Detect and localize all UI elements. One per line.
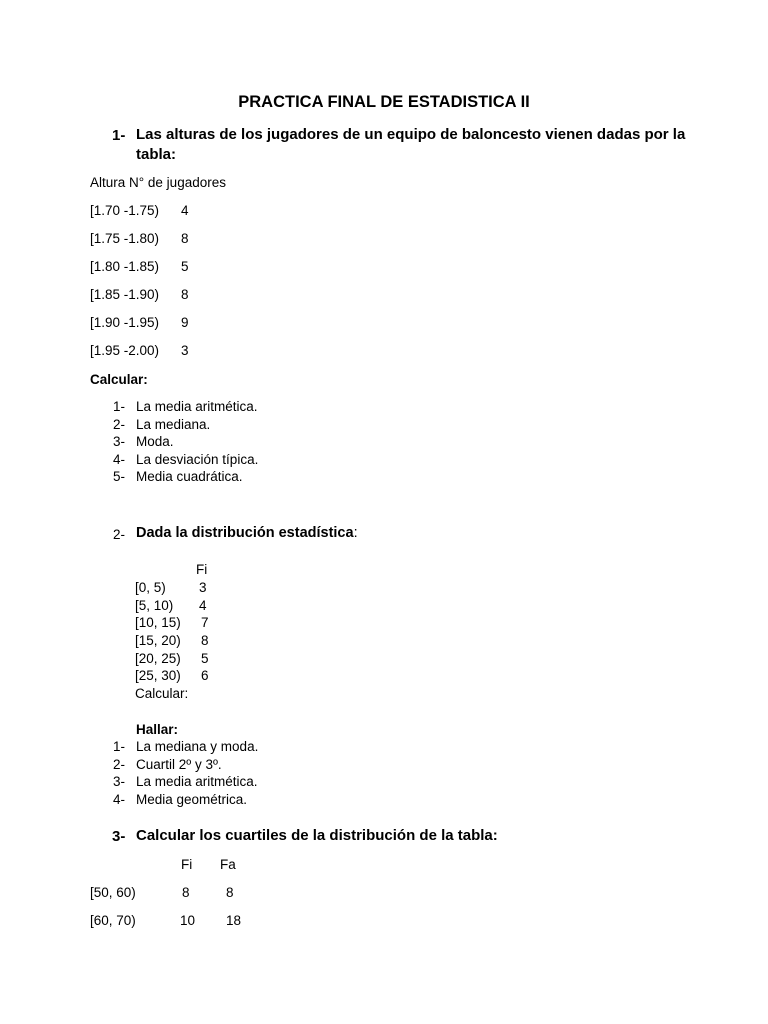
row-fa: 8 [226, 885, 234, 900]
list-item [113, 399, 258, 414]
list-item [113, 757, 222, 772]
list-text: Media cuadrática. [136, 469, 243, 484]
q1-table-header: Altura N° de jugadores [90, 175, 226, 190]
list-number: 2- [113, 757, 126, 772]
q2-heading [136, 525, 358, 541]
row-interval: [0, 5) [135, 580, 166, 595]
list-text: La desviación típica. [136, 452, 259, 467]
row-interval: [5, 10) [135, 598, 174, 613]
q2-number: 2- [113, 527, 126, 542]
q2-text: Dada la distribución estadística [136, 525, 354, 541]
list-item [113, 774, 258, 789]
row-fi: 5 [201, 651, 209, 666]
row-count: 8 [181, 287, 189, 302]
row-count: 8 [181, 231, 189, 246]
list-number: 5- [113, 469, 126, 484]
row-fi: 4 [199, 598, 207, 613]
row-fi: 8 [182, 885, 190, 900]
row-interval: [25, 30) [135, 668, 181, 683]
list-number: 3- [113, 434, 126, 449]
q2-colon: : [353, 525, 358, 541]
list-number: 3- [113, 774, 126, 789]
row-interval: [60, 70) [90, 913, 136, 928]
row-interval: [50, 60) [90, 885, 136, 900]
list-number: 4- [113, 452, 126, 467]
q2-hallar-label: Hallar: [136, 722, 179, 737]
q3-text: Calcular los cuartiles de la distribución de la tabla: [136, 827, 498, 844]
row-interval: [1.80 -1.85) [90, 259, 160, 274]
list-text: Cuartil 2º y 3º. [136, 757, 222, 772]
row-interval: [1.85 -1.90) [90, 287, 160, 302]
list-text: La mediana y moda. [136, 739, 259, 754]
row-count: 5 [181, 259, 189, 274]
list-item [113, 417, 211, 432]
list-number: 1- [113, 739, 126, 754]
row-fa: 18 [226, 913, 242, 928]
list-number: 1- [113, 399, 126, 414]
list-item [113, 434, 174, 449]
row-count: 4 [181, 203, 189, 218]
list-item [113, 469, 243, 484]
row-interval: [1.90 -1.95) [90, 315, 160, 330]
row-fi: 8 [201, 633, 209, 648]
row-fi: 10 [180, 913, 196, 928]
q1-number: 1- [112, 127, 126, 144]
row-fi: 6 [201, 668, 209, 683]
row-interval: [1.95 -2.00) [90, 343, 160, 358]
q3-col-fi: Fi [181, 857, 193, 872]
list-item [113, 792, 248, 807]
q1-text: Las alturas de los jugadores de un equipo de baloncesto vienen dadas por la tabla: [136, 126, 686, 163]
row-interval: [20, 25) [135, 651, 181, 666]
list-text: Moda. [136, 434, 174, 449]
row-interval: [15, 20) [135, 633, 181, 648]
q2-calc-label: Calcular: [135, 686, 189, 701]
row-fi: 3 [199, 580, 207, 595]
list-text: Media geométrica. [136, 792, 248, 807]
q3-number: 3- [112, 828, 126, 845]
list-number: 2- [113, 417, 126, 432]
row-fi: 7 [201, 615, 209, 630]
row-count: 9 [181, 315, 189, 330]
row-interval: [10, 15) [135, 615, 181, 630]
list-text: La mediana. [136, 417, 211, 432]
list-text: La media aritmética. [136, 399, 258, 414]
list-item [113, 739, 259, 754]
q2-col-header: Fi [196, 562, 208, 577]
row-interval: [1.70 -1.75) [90, 203, 160, 218]
list-number: 4- [113, 792, 126, 807]
q1-calc-label: Calcular: [90, 372, 148, 387]
list-text: La media aritmética. [136, 774, 258, 789]
page-title: PRACTICA FINAL DE ESTADISTICA II [238, 93, 530, 111]
row-count: 3 [181, 343, 189, 358]
q3-col-fa: Fa [220, 857, 236, 872]
row-interval: [1.75 -1.80) [90, 231, 160, 246]
list-item [113, 452, 259, 467]
